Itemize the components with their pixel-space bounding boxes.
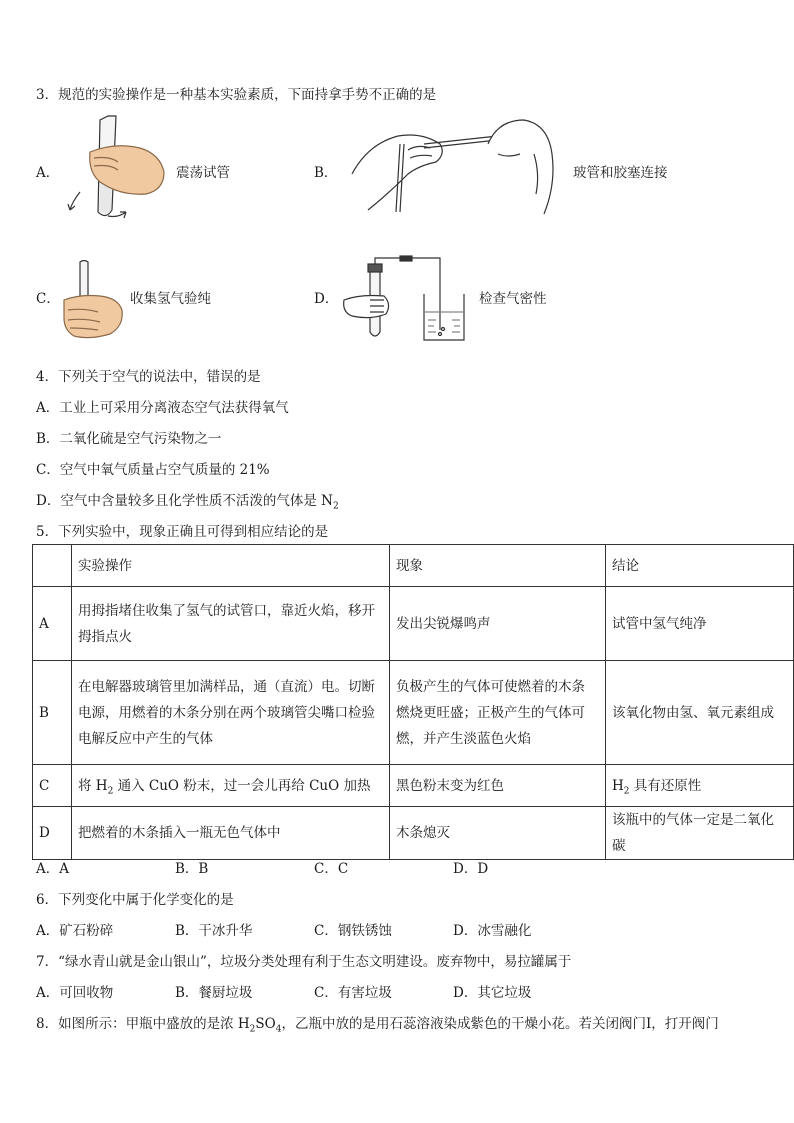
row-conclusion: 试管中氢气纯净 <box>606 587 794 661</box>
q3-option-d-letter: D． <box>314 291 339 307</box>
q6-choice-a: A．矿石粉碎 <box>36 923 114 939</box>
row-label: D <box>33 807 72 860</box>
q5-choice-b: B．B <box>175 861 209 877</box>
q4-stem: 4．下列关于空气的说法中，错误的是 <box>36 369 261 385</box>
row-label: C <box>33 765 72 807</box>
q7-choice-d: D．其它垃圾 <box>453 985 532 1001</box>
hydrogen-purity-test-figure <box>60 260 128 342</box>
row-phenomenon: 发出尖锐爆鸣声 <box>390 587 606 661</box>
table-header-row <box>33 545 794 587</box>
q3-option-c-caption: 收集氢气验纯 <box>130 291 211 307</box>
q6-choice-d: D．冰雪融化 <box>453 923 532 939</box>
q7-choice-b: B．餐厨垃圾 <box>175 985 253 1001</box>
q3-option-b-letter: B． <box>314 165 338 181</box>
q7-choice-a: A．可回收物 <box>36 985 114 1001</box>
table-header-conclusion: 结论 <box>606 545 794 587</box>
table-row <box>33 765 794 807</box>
experiment-table <box>32 544 794 860</box>
q5-choice-a: A．A <box>36 861 69 877</box>
q6-stem: 6．下列变化中属于化学变化的是 <box>36 892 234 908</box>
table-header-empty <box>33 545 72 587</box>
q7-choice-c: C．有害垃圾 <box>314 985 392 1001</box>
q3-option-a-caption: 震荡试管 <box>176 165 230 181</box>
row-phenomenon: 黑色粉末变为红色 <box>390 765 606 807</box>
table-row <box>33 807 794 860</box>
row-conclusion: 该氧化物由氢、氧元素组成 <box>606 661 794 765</box>
row-phenomenon: 负极产生的气体可使燃着的木条 燃烧更旺盛；正极产生的气体可 燃，并产生淡蓝色火焰 <box>390 661 606 765</box>
q5-stem: 5．下列实验中，现象正确且可得到相应结论的是 <box>36 524 329 540</box>
q5-choice-d: D．D <box>453 861 489 877</box>
q3-option-a-letter: A． <box>36 165 60 181</box>
q6-choice-c: C．钢铁锈蚀 <box>314 923 392 939</box>
glass-tube-rubber-stopper-figure <box>348 114 560 220</box>
row-operation: 把燃着的木条插入一瓶无色气体中 <box>72 807 390 860</box>
q4-option-a: A．工业上可采用分离液态空气法获得氧气 <box>36 400 289 416</box>
row-operation: 将 $H_2$ 通入 CuO 粉末，过一会儿再给 CuO 加热 <box>72 765 390 807</box>
q3-option-d-caption: 检查气密性 <box>479 291 547 307</box>
table-header-operation: 实验操作 <box>72 545 390 587</box>
q4-option-c: C．空气中氧气质量占空气质量的 21% <box>36 462 270 478</box>
row-conclusion: 该瓶中的气体一定是二氧化碳 <box>606 807 794 860</box>
row-label: A <box>33 587 72 661</box>
row-conclusion: $H_2$ 具有还原性 <box>606 765 794 807</box>
table-row <box>33 587 794 661</box>
q7-stem: 7．“绿水青山就是金山银山”，垃圾分类处理有利于生态文明建设。废弃物中，易拉罐属于 <box>36 954 572 970</box>
q6-choice-b: B．干冰升华 <box>175 923 253 939</box>
airtightness-check-figure <box>340 254 470 344</box>
q4-option-d: D．空气中含量较多且化学性质不活泼的气体是 $N_2$ <box>36 493 339 512</box>
table-row <box>33 661 794 765</box>
row-operation: 用拇指堵住收集了氢气的试管口，靠近火焰，移开 拇指点火 <box>72 587 390 661</box>
q4-option-b: B．二氧化硫是空气污染物之一 <box>36 431 222 447</box>
q3-option-b-caption: 玻管和胶塞连接 <box>573 165 668 181</box>
shaking-test-tube-figure <box>60 112 170 224</box>
q3-stem: 3．规范的实验操作是一种基本实验素质，下面持拿手势不正确的是 <box>36 87 437 103</box>
table-header-phenomenon: 现象 <box>390 545 606 587</box>
row-operation: 在电解器玻璃管里加满样品，通（直流）电。切断 电源，用燃着的木条分别在两个玻璃管尖嘴口检验 电解反应中产生的气体 <box>72 661 390 765</box>
q5-choice-c: C．C <box>314 861 349 877</box>
q8-stem: 8．如图所示：甲瓶中盛放的是浓 $H_2SO_4$，乙瓶中放的是用石蕊溶液染成紫色的干燥小花。若关闭阀门Ⅰ，打开阀门 <box>36 1016 719 1035</box>
row-label: B <box>33 661 72 765</box>
q3-option-c-letter: C． <box>36 291 60 307</box>
row-phenomenon: 木条熄灭 <box>390 807 606 860</box>
